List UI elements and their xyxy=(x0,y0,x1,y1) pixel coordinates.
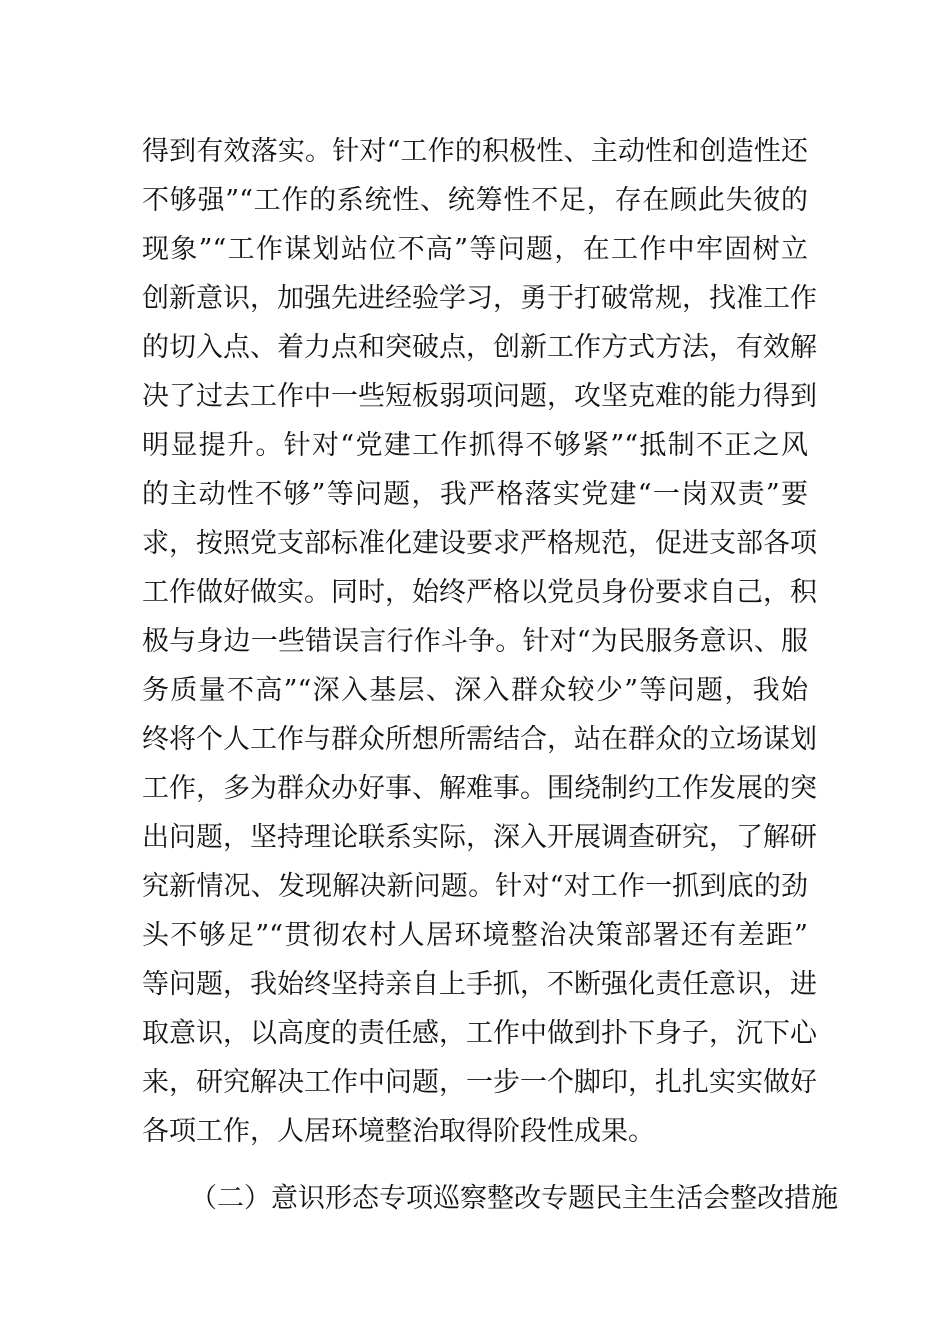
paragraph-line: 极与身边一些错误言行作斗争。针对“为民服务意识、服 xyxy=(142,626,808,657)
section-heading: （二）意识形态专项巡察整改专题民主生活会整改措施 xyxy=(190,1183,838,1214)
paragraph-line: 的切入点、着力点和突破点，创新工作方式方法，有效解 xyxy=(142,332,817,363)
paragraph-line: 创新意识，加强先进经验学习，勇于打破常规，找准工作 xyxy=(142,283,817,314)
paragraph-line: 究新情况、发现解决新问题。针对“对工作一抓到底的劲 xyxy=(142,871,808,902)
paragraph-line: 工作，多为群众办好事、解难事。围绕制约工作发展的突 xyxy=(142,773,817,804)
paragraph-line: 来，研究解决工作中问题，一步一个脚印，扎扎实实做好 xyxy=(142,1067,817,1098)
paragraph-line: 工作做好做实。同时，始终严格以党员身份要求自己，积 xyxy=(142,577,817,608)
paragraph-line: 求，按照党支部标准化建设要求严格规范，促进支部各项 xyxy=(142,528,817,559)
paragraph-line: 不够强”“工作的系统性、统筹性不足，存在顾此失彼的 xyxy=(142,185,808,216)
paragraph-line: 等问题，我始终坚持亲自上手抓，不断强化责任意识，进 xyxy=(142,969,817,1000)
paragraph-line: 明显提升。针对“党建工作抓得不够紧”“抵制不正之风 xyxy=(142,430,808,461)
paragraph-line: 的主动性不够”等问题，我严格落实党建“一岗双责”要 xyxy=(142,479,808,510)
paragraph-line: 出问题，坚持理论联系实际，深入开展调查研究，了解研 xyxy=(142,822,817,853)
paragraph-line: 取意识，以高度的责任感，工作中做到扑下身子，沉下心 xyxy=(142,1018,817,1049)
paragraph-line-last: 各项工作，人居环境整治取得阶段性成果。 xyxy=(142,1116,655,1147)
paragraph-line: 决了过去工作中一些短板弱项问题，攻坚克难的能力得到 xyxy=(142,381,817,412)
paragraph-line: 务质量不高”“深入基层、深入群众较少”等问题，我始 xyxy=(142,675,808,706)
paragraph-line: 头不够足”“贯彻农村人居环境整治决策部署还有差距” xyxy=(142,920,808,951)
paragraph-line: 现象”“工作谋划站位不高”等问题，在工作中牢固树立 xyxy=(142,234,808,265)
paragraph-line: 得到有效落实。针对“工作的积极性、主动性和创造性还 xyxy=(142,136,808,167)
paragraph-line: 终将个人工作与群众所想所需结合，站在群众的立场谋划 xyxy=(142,724,817,755)
